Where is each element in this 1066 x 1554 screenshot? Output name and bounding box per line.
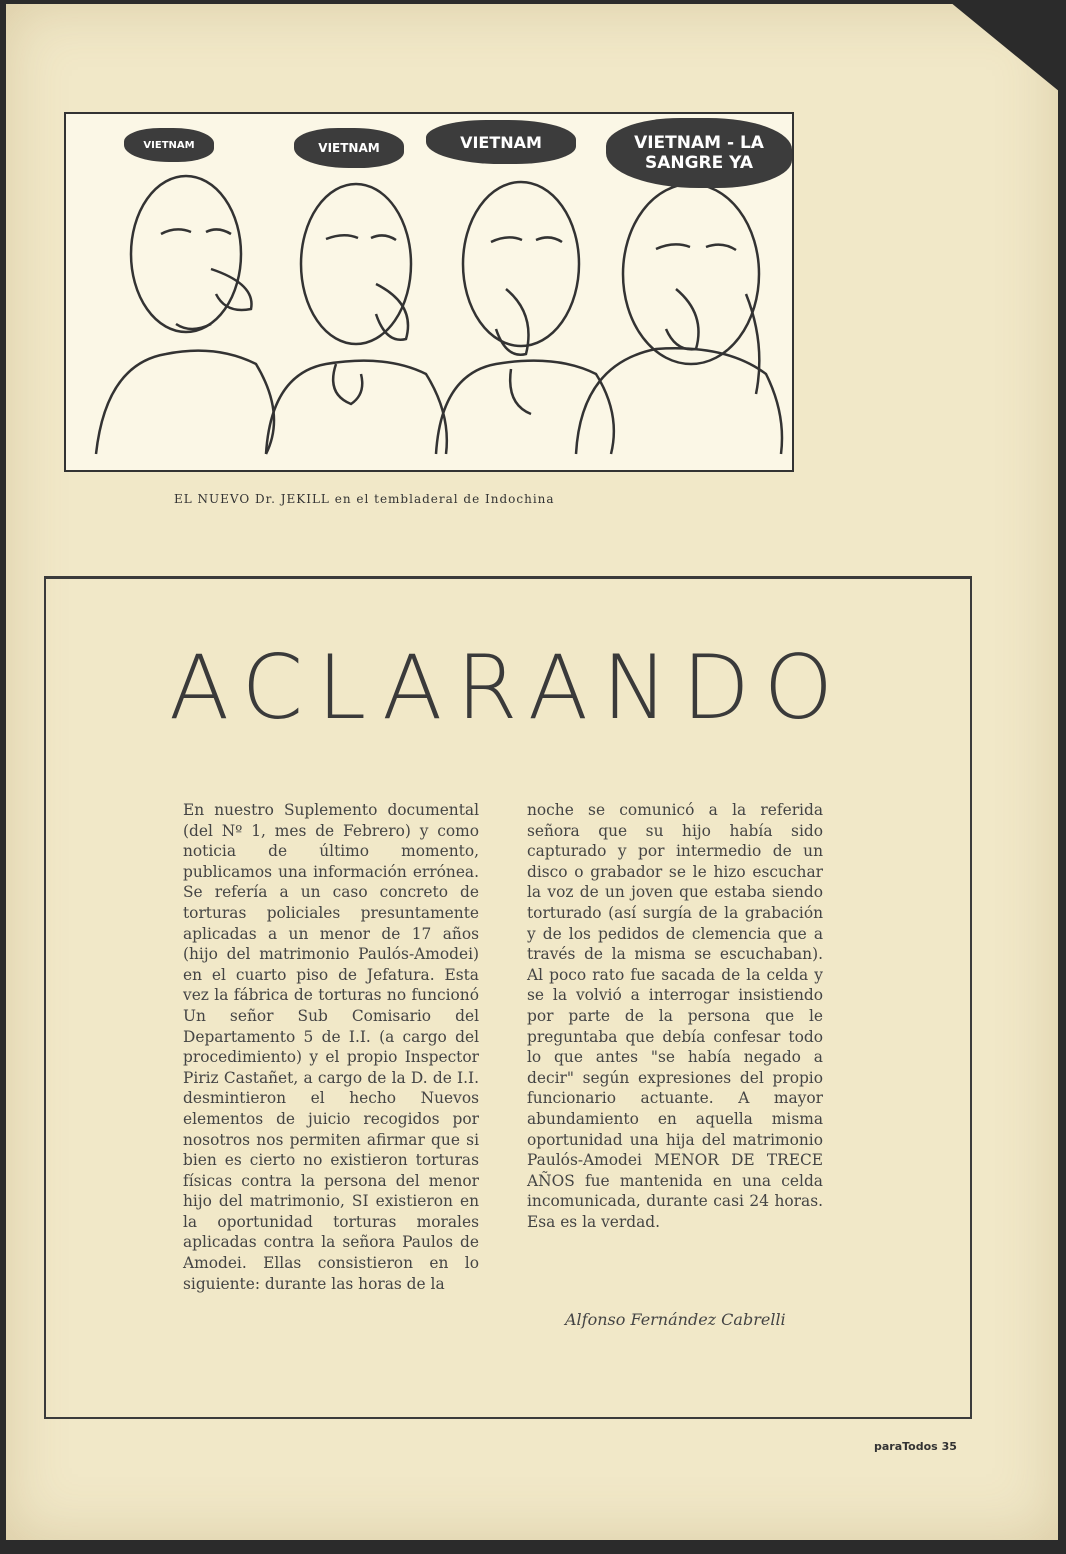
cartoon-caption: EL NUEVO Dr. JEKILL en el tembladeral de Indochina (174, 492, 555, 506)
article-column-left: En nuestro Suplemento documental (del Nº 1, mes de Febrero) y como noticia de último momento, publicamos una información errónea. Se refería a un caso concreto de torturas policiales presuntamente aplicadas a un menor de 17 años (hijo del matrimonio Paulós-Amodei) en el cuarto piso de Jefatura. Esta vez la fábrica de torturas no funcionó Un señor Sub Comisario del Departamento 5 de I.I. (a cargo del procedimiento) y el propio Inspector Piriz Castañet, a cargo de la D. de I.I. desmintieron el hecho Nuevos elementos de juicio recogidos por nosotros nos permiten afirmar que si bien es cierto no existieron torturas físicas contra la persona del menor hijo del matrimonio, SI existieron en la oportunidad torturas morales aplicadas contra la señora Paulos de Amodei. Ellas consistieron en lo siguiente: durante las horas de la (183, 801, 479, 1293)
article-column-right: noche se comunicó a la referida señora que su hijo había sido capturado y por intermedio de un disco o grabador se le hizo escuchar la voz de un joven que estaba siendo torturado (así surgía de la grabación y de los pedidos de clemencia que a través de la misma se escuchaban). Al poco rato fue sacada de la celda y se la volvió a interrogar insistiendo por parte de la persona que le preguntaba que debía confesar todo lo que antes "se había negado a decir" según expresiones del propio funcionario actuante. A mayor abundamiento en aquella misma oportunidad una hija del matrimonio Paulós-Amodei MENOR DE TRECE AÑOS fue mantenida en una celda incomunicada, durante casi 24 horas. Esa es la verdad. (527, 801, 823, 1231)
article-title: ACLARANDO (169, 636, 847, 739)
torn-corner (950, 2, 1060, 92)
thought-bubble-4: VIETNAM - LA SANGRE YA (606, 118, 792, 188)
thought-bubble-2: VIETNAM (294, 128, 404, 168)
magazine-name: paraTodos (874, 1440, 938, 1453)
author-signature: Alfonso Fernández Cabrelli (565, 1310, 786, 1329)
political-cartoon (64, 112, 794, 472)
thought-bubble-1: VIETNAM (124, 128, 214, 162)
page-footer (874, 1440, 957, 1453)
page-number: 35 (941, 1440, 957, 1453)
thought-bubble-3: VIETNAM (426, 120, 576, 164)
